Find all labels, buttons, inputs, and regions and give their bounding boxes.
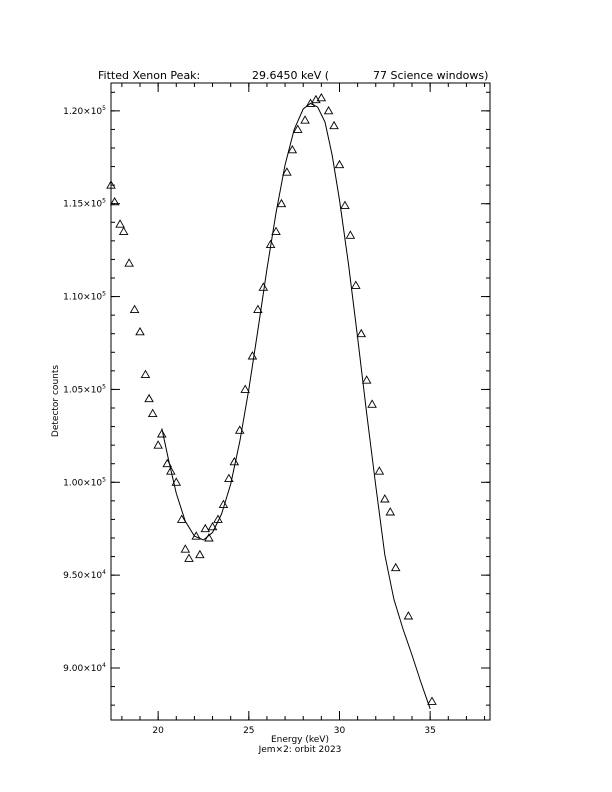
data-point-triangle (230, 458, 238, 465)
data-point-triangle (149, 410, 157, 417)
x-axis-label: Energy (keV) (271, 735, 329, 745)
data-point-triangle (428, 697, 436, 704)
data-point-triangle (120, 228, 128, 235)
data-point-triangle (341, 202, 349, 209)
data-point-triangle (125, 259, 133, 266)
data-point-triangle (248, 352, 256, 359)
data-point-triangle (381, 495, 389, 502)
x-tick-label: 25 (243, 726, 255, 736)
data-point-triangle (116, 220, 124, 227)
chart-subtitle: Jem×2: orbit 2023 (258, 745, 342, 755)
data-point-triangle (201, 525, 209, 532)
data-point-triangle (301, 116, 309, 123)
data-point-triangle (131, 306, 139, 313)
data-point-triangle (154, 441, 162, 448)
data-point-triangle (392, 564, 400, 571)
y-tick-label: $9.50\times 10^4$ (63, 569, 106, 582)
data-point-triangle (386, 508, 394, 515)
data-point-triangle (368, 400, 376, 407)
data-point-triangle (325, 107, 333, 114)
data-point-triangle (404, 612, 412, 619)
data-point-triangle (158, 430, 166, 437)
data-point-triangle (185, 554, 193, 561)
y-tick-label: $1.05\times 10^5$ (63, 383, 106, 396)
y-tick-label: $9.00\times 10^4$ (63, 662, 106, 674)
plot-area (107, 94, 436, 709)
y-axis-label: Detector counts (51, 364, 61, 438)
data-point-triangle (335, 161, 343, 168)
data-point-triangle (145, 395, 153, 402)
chart-title-part-1: Fitted Xenon Peak: (98, 69, 201, 82)
chart-title-part-2: 29.6450 keV ( (252, 69, 330, 82)
x-tick-label: 30 (333, 726, 346, 736)
y-tick-label: $1.15\times 10^5$ (63, 197, 106, 210)
y-axis (63, 92, 490, 705)
data-point-triangle (352, 281, 360, 288)
y-tick-label: $1.10\times 10^5$ (63, 290, 106, 303)
plot-frame (111, 83, 490, 720)
data-point-triangle (259, 283, 267, 290)
data-point-triangle (363, 376, 371, 383)
x-axis (122, 83, 485, 736)
fit-curve (162, 103, 430, 709)
data-point-triangle (136, 328, 144, 335)
chart-title-part-3: 77 Science windows) (373, 69, 489, 82)
data-point-triangle (346, 231, 354, 238)
data-point-triangle (330, 122, 338, 129)
data-point-triangle (196, 551, 204, 558)
data-point-triangle (375, 467, 383, 474)
data-point-triangle (357, 330, 365, 337)
y-tick-label: $1.00\times 10^5$ (63, 476, 106, 489)
y-tick-label: $1.20\times 10^5$ (63, 104, 106, 117)
data-point-triangle (141, 371, 149, 378)
data-point-triangle (181, 545, 189, 552)
x-tick-label: 20 (152, 726, 164, 736)
x-tick-label: 35 (424, 726, 436, 736)
